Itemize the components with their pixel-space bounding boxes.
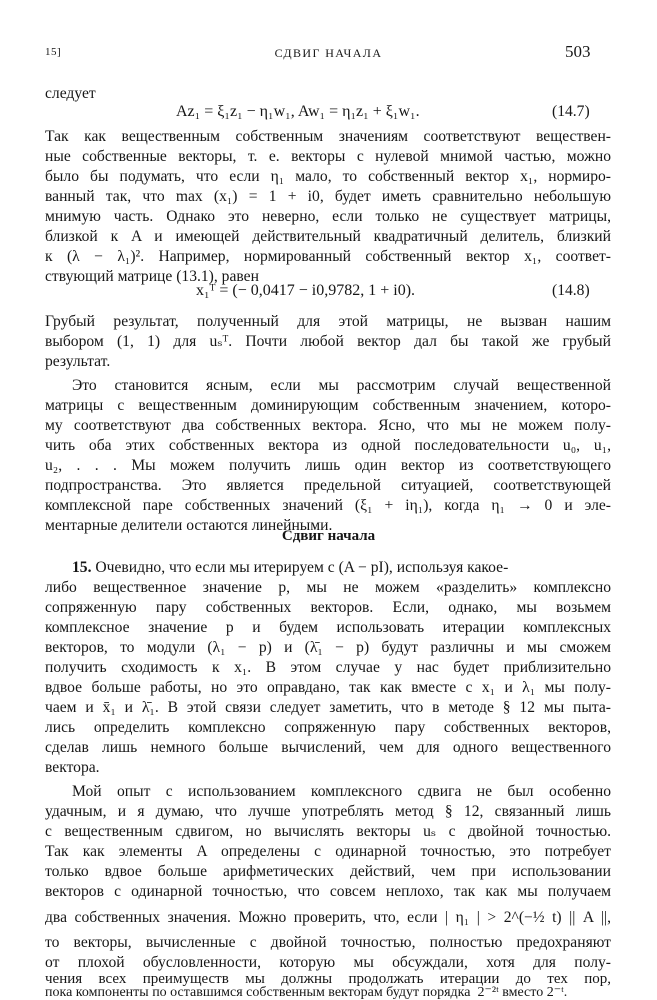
text-line: чаем и x̄₁ и λ̄₁. В этой связи следует заметить, что в методе § 12 мы пыта- [45, 699, 611, 716]
equation-number: (14.8) [552, 282, 590, 299]
text-line: Мой опыт с использованием комплексного сдвига не был особенно [72, 783, 611, 800]
text-line: матрицы с вещественным доминирующим собственным значением, которо- [45, 397, 611, 414]
equation-14-8: x₁ᵀ = (− 0,0417 − i0,9782, 1 + i0). [196, 282, 416, 299]
text-line: Грубый результат, полученный для этой матрицы, не вызван нашим [45, 313, 611, 330]
text-line [45, 986, 605, 999]
text-line: Так как вещественным собственным значениям соответствуют веществен- [45, 128, 611, 145]
text-line: с вещественным сдвигом, но вычислять векторы uₛ с двойной точностью. [45, 823, 611, 840]
equation-14-7: Az₁ = ξ₁z₁ − η₁w₁, Aw₁ = η₁z₁ + ξ₁w₁. [176, 103, 420, 120]
text-line: векторов, то модули (λ₁ − p) и (λ̄₁ − p) будут различны и мы сможем [45, 639, 611, 656]
text-line: от плохой обусловленности, которую мы обсуждали, хотя для полу- [45, 954, 611, 971]
running-title: СДВИГ НАЧАЛА [274, 46, 383, 60]
text-line: Это становится ясным, если мы рассмотрим случай вещественной [72, 377, 611, 394]
text-line: сделав лишь немного больше вычислений, чем для одного вещественного [45, 739, 611, 756]
equation-number: (14.7) [552, 103, 590, 120]
text-line: то векторы, вычисленные с двойной точностью, полностью предохраняют [45, 934, 611, 951]
text-line: получить сходимость к x₁. В этом случае у нас будет приблизительно [45, 659, 611, 676]
text-line: только вдвое больше арифметических действий, чем при использовании [45, 863, 611, 880]
text-line: мнимую часть. Однако это неверно, если только не существует матрицы, [45, 208, 611, 225]
paragraph-number: 15. [72, 559, 92, 576]
text-line: ные собственные векторы, т. е. векторы с нулевой мнимой частью, можно [45, 148, 611, 165]
text-fragment: Очевидно, что если мы итерируем с (A − pI), используя какое- [91, 559, 509, 576]
text-line: ванный так, что max (x₁) = 1 + i0, будет иметь сравнительно небольшую [45, 188, 611, 205]
text-line: вдвое больше работы, но это оправдано, так как вместе с x₁ и λ₁ мы полу- [45, 679, 611, 696]
text-line: Так как элементы A определены с одинарной точностью, это потребует [45, 843, 611, 860]
text-fragment: пока компоненты по оставшимся собственным векторам будут порядка [45, 986, 471, 999]
section-number-header: 15] [45, 46, 62, 58]
text-line: вектора. [45, 759, 100, 776]
text-line: чения всех преимуществ мы должны продолжать итерации до тех пор, [45, 971, 611, 987]
page-number: 503 [565, 42, 591, 61]
text-line: сопряженную пару собственных векторов. Если, однако, мы возьмем [45, 599, 611, 616]
text-line: близкой к A и имеющей действительный квадратичный делитель, близкий [45, 228, 611, 245]
text-line: два собственных значения. Можно проверить, что, если | η₁ | > 2^(−½ t) || A ||, [45, 909, 611, 926]
text-line: лись определить комплексно сопряженную пару собственных векторов, [45, 719, 611, 736]
text-line: следует [45, 85, 96, 102]
text-line: удачным, и я думаю, что лучше употреблять метод § 12, связанный лишь [45, 803, 611, 820]
text-line: чить оба этих собственных вектора из одной последовательности u₀, u₁, [45, 437, 611, 454]
text-line: ствующий матрице (13.1), равен [45, 268, 259, 285]
text-line: комплексной паре собственных значений (ξ₁ + iη₁), когда η₁ → 0 и эле- [45, 497, 611, 514]
text-fragment: 2⁻²ᵗ вместо 2⁻ᵗ. [477, 986, 568, 999]
text-line: либо вещественное значение p, мы не можем «разделить» комплексно [45, 579, 611, 596]
text-line: выбором (1, 1) для uₛᵀ. Почти любой вектор дал бы такой же грубый [45, 333, 611, 350]
text-line: u₂, . . . Мы можем получить лишь один вектор из соответствующего [45, 457, 611, 474]
text-line: было бы подумать, что если η₁ мало, то собственный вектор x₁, нормиро- [45, 168, 611, 185]
text-line: к (λ − λ₁)². Например, нормированный собственный вектор x₁, соответ- [45, 248, 611, 265]
text-line: му соответствуют два собственных вектора. Ясно, что мы не можем полу- [45, 417, 611, 434]
text-line: ментарные делители остаются линейными. [45, 517, 333, 534]
text-line: комплексное значение p и будем использовать итерации комплексных [45, 619, 611, 636]
text-line: результат. [45, 353, 111, 370]
text-line [72, 558, 611, 578]
text-line: векторов с одинарной точностью, что совсем неплохо, так как мы получаем [45, 883, 611, 900]
text-line: подпространства. Это является предельной ситуацией, соответствующей [45, 477, 611, 494]
section-heading: Сдвиг начала [281, 528, 376, 544]
